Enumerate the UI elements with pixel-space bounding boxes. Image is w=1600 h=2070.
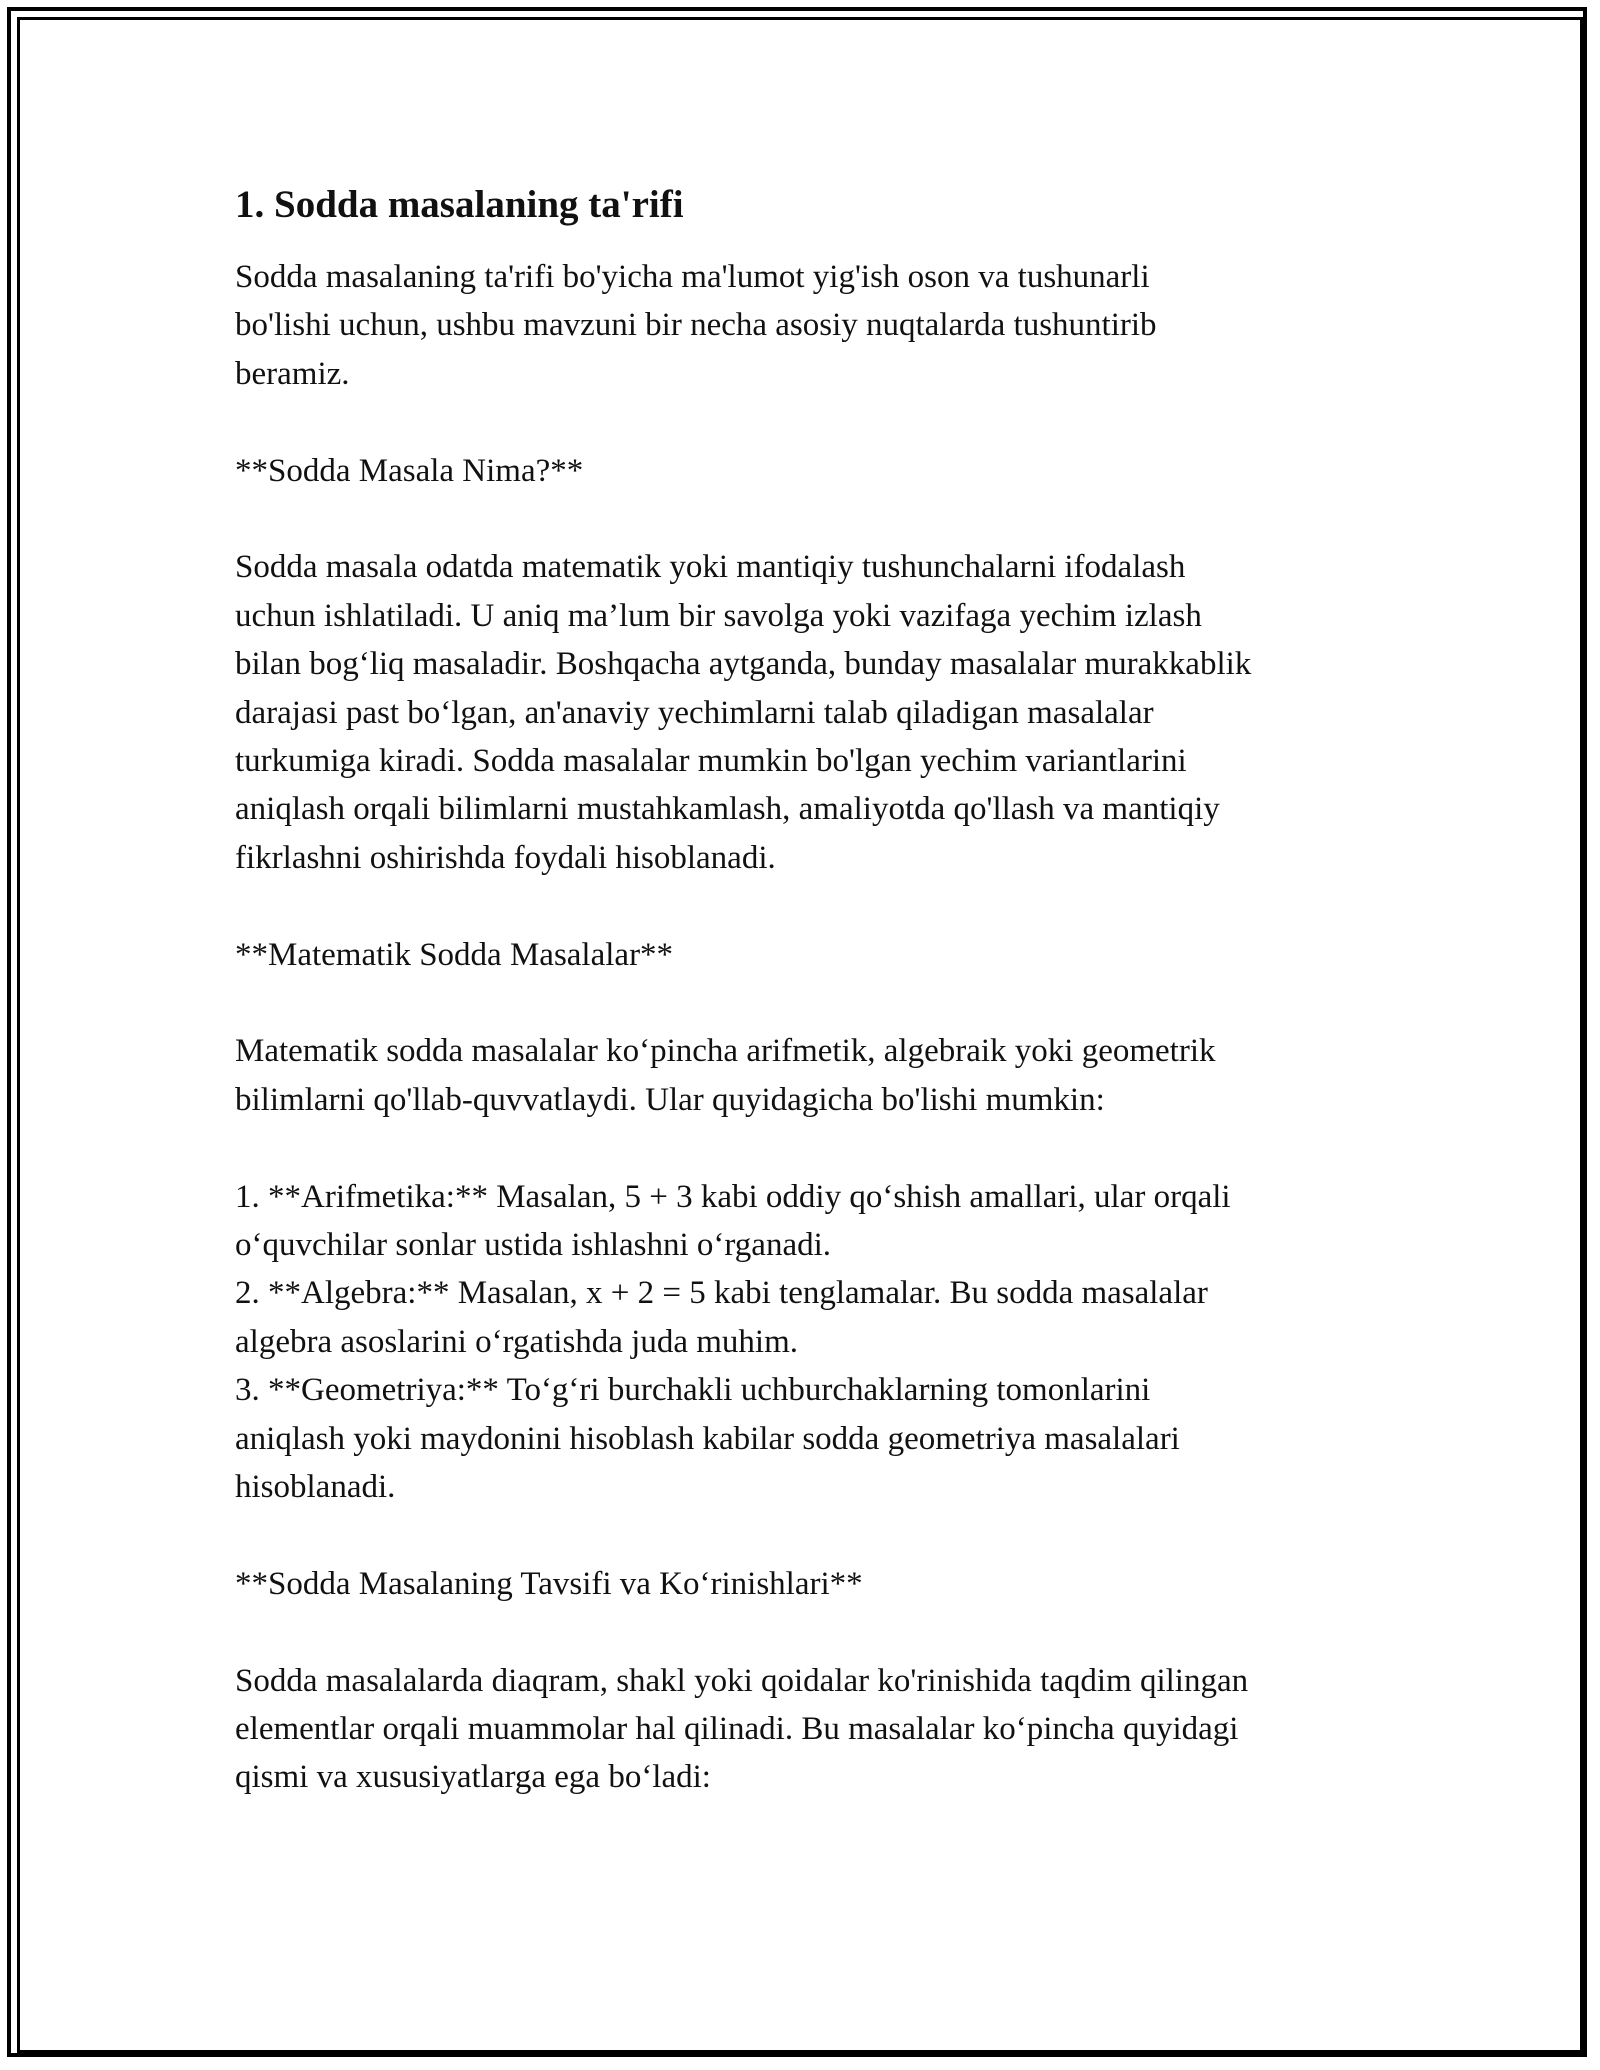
text-line: aniqlash orqali bilimlarni mustahkamlash, amaliyotda qo'llash va mantiqiy: [235, 791, 1220, 828]
text-line: Sodda masala odatda matematik yoki mantiqiy tushunchalarni ifodalash: [235, 549, 1186, 586]
section2-paragraph: [235, 1027, 1385, 1124]
text-line: uchun ishlatiladi. U aniq ma’lum bir savolga yoki vazifaga yechim izlash: [235, 597, 1202, 634]
text-line: Sodda masalaning ta'rifi bo'yicha ma'lumot yig'ish oson va tushunarli: [235, 259, 1150, 295]
section-title-tavsifi-va-korinishlari: **Sodda Masalaning Tavsifi va Ko‘rinishlari**: [235, 1565, 863, 1602]
text-line: bilimlarni qo'llab-quvvatlaydi. Ular quyidagicha bo'lishi mumkin:: [235, 1081, 1105, 1118]
section-title-sodda-masala-nima: **Sodda Masala Nima?**: [235, 452, 584, 489]
text-line: bilan bog‘liq masaladir. Boshqacha aytganda, bunday masalalar murakkablik: [235, 646, 1252, 683]
text-line: bo'lishi uchun, ushbu mavzuni bir necha asosiy nuqtalarda tushuntirib: [235, 307, 1157, 344]
text-line: beramiz.: [235, 355, 350, 392]
list-item-line: hisoblanadi.: [235, 1469, 396, 1506]
list-item-line: 1. **Arifmetika:** Masalan, 5 + 3 kabi oddiy qo‘shish amallari, ular orqali: [235, 1178, 1231, 1215]
numbered-list: [235, 1173, 1385, 1512]
intro-paragraph: [235, 253, 1385, 398]
list-item-line: 3. **Geometriya:** To‘g‘ri burchakli uchburchaklarning tomonlarini: [235, 1372, 1151, 1409]
text-line: darajasi past bo‘lgan, an'anaviy yechimlarni talab qiladigan masalalar: [235, 694, 1154, 731]
list-item-line: aniqlash yoki maydonini hisoblash kabilar sodda geometriya masalalari: [235, 1420, 1180, 1457]
section3-paragraph: [235, 1657, 1385, 1802]
document-heading: 1. Sodda masalaning ta'rifi: [235, 183, 684, 226]
section-title-matematik-sodda-masalalar: **Matematik Sodda Masalalar**: [235, 936, 674, 973]
section1-paragraph: [235, 543, 1385, 882]
text-line: turkumiga kiradi. Sodda masalalar mumkin bo'lgan yechim variantlarini: [235, 743, 1187, 780]
list-item-line: 2. **Algebra:** Masalan, x + 2 = 5 kabi tenglamalar. Bu sodda masalalar: [235, 1275, 1208, 1312]
text-line: elementlar orqali muammolar hal qilinadi. Bu masalalar ko‘pincha quyidagi: [235, 1711, 1239, 1748]
text-line: Matematik sodda masalalar ko‘pincha arifmetik, algebraik yoki geometrik: [235, 1033, 1216, 1070]
text-line: Sodda masalalarda diaqram, shakl yoki qoidalar ko'rinishida taqdim qilingan: [235, 1662, 1249, 1699]
text-line: qismi va xususiyatlarga ega bo‘ladi:: [235, 1759, 711, 1796]
list-item-line: o‘quvchilar sonlar ustida ishlashni o‘rganadi.: [235, 1227, 832, 1264]
document-body: [235, 180, 1385, 1802]
text-line: fikrlashni oshirishda foydali hisoblanadi.: [235, 839, 776, 876]
list-item-line: algebra asoslarini o‘rgatishda juda muhim.: [235, 1323, 798, 1360]
